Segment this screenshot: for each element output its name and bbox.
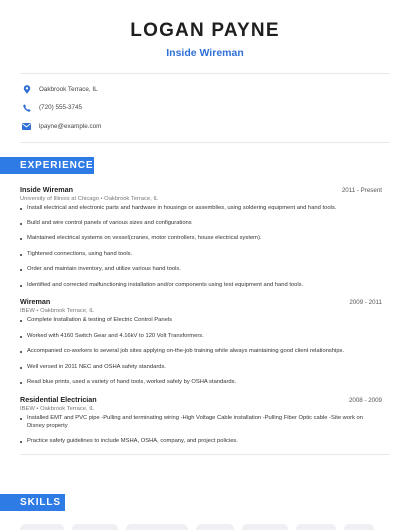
job-bullet: Accompanied co-workers to several job sites applying on-the-job training while always maintaining good client relationships.: [20, 348, 382, 356]
contact-email-text: lpayne@example.com: [39, 122, 102, 130]
contact-phone: [22, 99, 388, 118]
experience-list: [0, 185, 410, 446]
job-company: IBEW • Oakbrook Terrace, IL: [20, 308, 95, 315]
job-company: IBEW • Oakbrook Terrace, IL: [20, 405, 95, 412]
job-bullet: Tightened connections, using hand tools.: [20, 251, 382, 259]
job-bullet: Installed EMT and PVC pipe -Pulling and terminating wiring -High Voltage Cable installation -Pulling Fiber Optic cable -Site work on Disney property: [20, 415, 382, 431]
contact-phone-text: (720) 555-3745: [39, 104, 83, 112]
job-bullet: Identified and corrected malfunctioning installation and/or components using test equipment and hand tools.: [20, 282, 382, 290]
contact-location: [22, 80, 388, 99]
job-bullet: Worked with 4160 Switch Gear and 4.16kV to 120 Volt Transformers.: [20, 333, 382, 341]
contact-list: [0, 74, 410, 142]
job-bullet: Install electrical and electronic parts and hardware in housings or assemblies, using soldering equipment and hand tools.: [20, 205, 382, 213]
experience-divider: [20, 454, 390, 455]
job-dates: 2009 - 2011: [349, 299, 382, 307]
skill-pill: [196, 524, 234, 530]
job-title: Wireman: [20, 297, 51, 307]
experience-heading: EXPERIENCE: [20, 159, 94, 171]
skill-pill: [126, 524, 188, 530]
job-bullet: Read blue prints, used a variety of hand tools, worked safely by OSHA standards.: [20, 379, 382, 387]
experience-section-header: [0, 157, 94, 174]
job-title: Inside Wireman: [20, 184, 74, 194]
skill-pill: [344, 524, 374, 530]
job-bullets: [20, 205, 382, 290]
job-entry: [20, 185, 382, 290]
skill-pill: [72, 524, 118, 530]
candidate-name: LOGAN PAYNE: [130, 20, 280, 41]
location-pin-icon: [22, 85, 31, 94]
job-entry: [20, 297, 382, 387]
job-bullets: [20, 415, 382, 446]
skill-pill: [20, 524, 64, 530]
job-bullet: Well versed in 2011 NEC and OSHA safety standards.: [20, 364, 382, 372]
job-bullets: [20, 317, 382, 387]
job-bullet: Maintained electrical systems on vessel(cranes, motor controllers, house electrical system).: [20, 235, 382, 243]
contacts-divider: [20, 142, 390, 143]
job-entry: [20, 395, 382, 446]
candidate-title: Inside Wireman: [166, 47, 244, 59]
contact-email: [22, 117, 388, 136]
job-bullet: Build and wire control panels of various sizes and configurations: [20, 220, 382, 228]
job-bullet: Complete Installation & testing of Electric Control Panels: [20, 317, 382, 325]
job-dates: 2008 - 2009: [348, 396, 382, 404]
email-icon: [22, 122, 31, 131]
skills-list: [20, 524, 390, 530]
job-bullet: Order and maintain inventory, and utilize various hand tools.: [20, 266, 382, 274]
resume-header: [0, 0, 410, 59]
skills-section-header: [0, 494, 65, 511]
skill-pill: [296, 524, 336, 530]
job-dates: 2011 - Present: [341, 186, 382, 194]
job-company: University of Illinois at Chicago • Oakbrook Terrace, IL: [20, 195, 159, 202]
skills-heading: SKILLS: [20, 497, 61, 508]
contact-location-text: Oakbrook Terrace, IL: [39, 85, 98, 93]
phone-icon: [22, 103, 31, 112]
skill-pill: [242, 524, 288, 530]
job-bullet: Practice safety guidelines to include MSHA, OSHA, company, and project policies.: [20, 438, 382, 446]
job-title: Residential Electrician: [20, 394, 97, 404]
